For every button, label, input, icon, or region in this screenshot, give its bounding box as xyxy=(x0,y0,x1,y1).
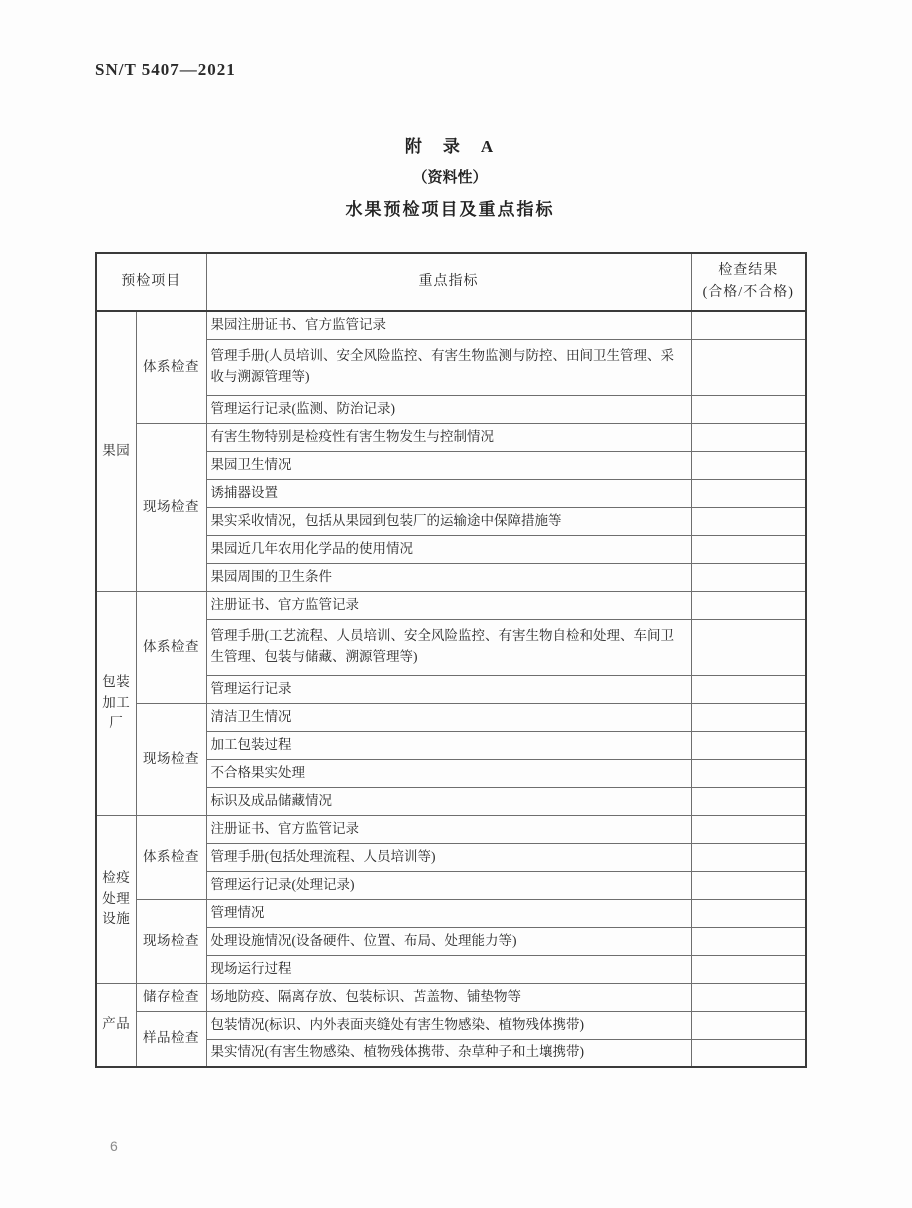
indicator-cell: 果实情况(有害生物感染、植物残体携带、杂草种子和土壤携带) xyxy=(206,1039,691,1067)
indicator-cell: 果园卫生情况 xyxy=(206,451,691,479)
subgroup-site-check: 现场检查 xyxy=(136,703,206,815)
group-cell-product: 产品 xyxy=(96,983,136,1067)
result-cell xyxy=(691,563,806,591)
table-row xyxy=(96,423,806,451)
indicator-cell: 管理情况 xyxy=(206,899,691,927)
subgroup-system-check: 体系检查 xyxy=(136,311,206,423)
indicator-cell: 果实采收情况，包括从果园到包装厂的运输途中保障措施等 xyxy=(206,507,691,535)
subgroup-site-check: 现场检查 xyxy=(136,423,206,591)
result-cell xyxy=(691,815,806,843)
result-cell xyxy=(691,1011,806,1039)
indicator-cell: 场地防疫、隔离存放、包装标识、苫盖物、铺垫物等 xyxy=(206,983,691,1011)
result-cell xyxy=(691,591,806,619)
subgroup-system-check: 体系检查 xyxy=(136,591,206,703)
indicator-cell: 果园注册证书、官方监管记录 xyxy=(206,311,691,339)
table-row xyxy=(96,983,806,1011)
indicator-cell: 管理手册(工艺流程、人员培训、安全风险监控、有害生物自检和处理、车间卫生管理、包装与储藏、溯源管理等) xyxy=(206,619,691,675)
result-cell xyxy=(691,927,806,955)
subgroup-storage-check: 储存检查 xyxy=(136,983,206,1011)
indicator-cell: 管理运行记录 xyxy=(206,675,691,703)
pre-inspection-table xyxy=(95,252,807,1068)
result-cell xyxy=(691,759,806,787)
table-row xyxy=(96,311,806,339)
table-row xyxy=(96,899,806,927)
result-cell xyxy=(691,619,806,675)
result-cell xyxy=(691,311,806,339)
indicator-cell: 注册证书、官方监管记录 xyxy=(206,815,691,843)
indicator-cell: 现场运行过程 xyxy=(206,955,691,983)
result-cell xyxy=(691,339,806,395)
group-cell-orchard: 果园 xyxy=(96,311,136,591)
indicator-cell: 注册证书、官方监管记录 xyxy=(206,591,691,619)
indicator-cell: 管理运行记录(处理记录) xyxy=(206,871,691,899)
result-cell xyxy=(691,703,806,731)
table-row xyxy=(96,591,806,619)
group-cell-packing-plant: 包装加工厂 xyxy=(96,591,136,815)
result-cell xyxy=(691,955,806,983)
table-row xyxy=(96,1011,806,1039)
header-indicator-column: 重点指标 xyxy=(206,253,691,311)
result-cell xyxy=(691,899,806,927)
indicator-cell: 果园近几年农用化学品的使用情况 xyxy=(206,535,691,563)
indicator-cell: 清洁卫生情况 xyxy=(206,703,691,731)
result-cell xyxy=(691,843,806,871)
header-result-line2: (合格/不合格) xyxy=(702,285,794,300)
header-result-column xyxy=(691,253,806,311)
result-cell xyxy=(691,423,806,451)
header-item-column: 预检项目 xyxy=(96,253,206,311)
indicator-cell: 果园周围的卫生条件 xyxy=(206,563,691,591)
result-cell xyxy=(691,395,806,423)
result-cell xyxy=(691,983,806,1011)
appendix-table-title: 水果预检项目及重点指标 xyxy=(345,200,555,219)
indicator-cell: 管理手册(人员培训、安全风险监控、有害生物监测与防控、田间卫生管理、采收与溯源管理等) xyxy=(206,339,691,395)
result-cell xyxy=(691,507,806,535)
indicator-cell: 管理手册(包括处理流程、人员培训等) xyxy=(206,843,691,871)
header-result-line1: 检查结果 xyxy=(718,263,779,279)
standard-number: SN/T 5407—2021 xyxy=(95,60,236,79)
indicator-cell: 加工包装过程 xyxy=(206,731,691,759)
subgroup-sample-check: 样品检查 xyxy=(136,1011,206,1067)
indicator-cell: 标识及成品储藏情况 xyxy=(206,787,691,815)
indicator-cell: 有害生物特别是检疫性有害生物发生与控制情况 xyxy=(206,423,691,451)
result-cell xyxy=(691,451,806,479)
result-cell xyxy=(691,787,806,815)
indicator-cell: 处理设施情况(设备硬件、位置、布局、处理能力等) xyxy=(206,927,691,955)
subgroup-site-check: 现场检查 xyxy=(136,899,206,983)
table-row xyxy=(96,703,806,731)
result-cell xyxy=(691,535,806,563)
indicator-cell: 包装情况(标识、内外表面夹缝处有害生物感染、植物残体携带) xyxy=(206,1011,691,1039)
appendix-type: （资料性） xyxy=(412,170,488,186)
result-cell xyxy=(691,675,806,703)
table-row xyxy=(96,815,806,843)
subgroup-system-check: 体系检查 xyxy=(136,815,206,899)
result-cell xyxy=(691,871,806,899)
appendix-title-block xyxy=(95,132,805,220)
indicator-cell: 管理运行记录(监测、防治记录) xyxy=(206,395,691,423)
result-cell xyxy=(691,1039,806,1067)
appendix-label: 附 录 A xyxy=(404,137,496,156)
result-cell xyxy=(691,479,806,507)
page-number: 6 xyxy=(110,1138,118,1154)
header-row xyxy=(96,253,806,311)
group-cell-quarantine-facility: 检疫处理设施 xyxy=(96,815,136,983)
indicator-cell: 诱捕器设置 xyxy=(206,479,691,507)
indicator-cell: 不合格果实处理 xyxy=(206,759,691,787)
result-cell xyxy=(691,731,806,759)
